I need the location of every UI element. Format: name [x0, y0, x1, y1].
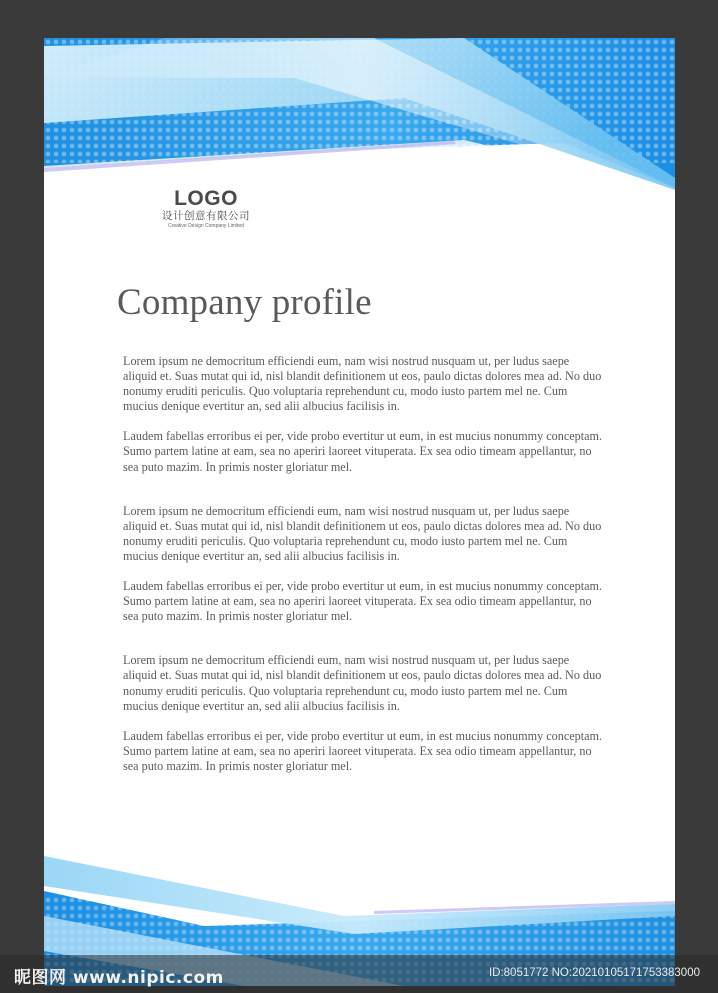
logo-chinese-name: 设计创意有限公司	[162, 210, 250, 222]
company-logo	[141, 188, 271, 230]
logo-english-name: Creative Design Company Limited	[168, 223, 244, 229]
paragraph: Lorem ipsum ne democritum efficiendi eum, nam wisi nostrud nusquam ut, per ludus saepe aliquid et. Suas mutat qui id, nisl blandit definitionem ut eos, paulo dictas dolores mea ad. No duo nonumy eruditi periculis. Quo voluptaria reprehendunt cu, modo iusto partem mel ne. Cum mucius denique evertitur an, sed alii albucius facilisis in.	[123, 503, 602, 563]
paragraph: Lorem ipsum ne democritum efficiendi eum, nam wisi nostrud nusquam ut, per ludus saepe aliquid et. Suas mutat qui id, nisl blandit definitionem ut eos, paulo dictas dolores mea ad. No duo nonumy eruditi periculis. Quo voluptaria reprehendunt cu, modo iusto partem mel ne. Cum mucius denique evertitur an, sed alii albucius facilisis in.	[123, 653, 602, 713]
paragraph: Laudem fabellas erroribus ei per, vide probo evertitur ut eum, in est mucius nonummy conceptam. Sumo partem latine at eam, sea no aperiri laoreet vituperata. Ex sea odio timeam appellantur, no sea puto mazim. In primis noster gloriatur mel.	[123, 429, 603, 474]
paragraph: Laudem fabellas erroribus ei per, vide probo evertitur ut eum, in est mucius nonummy conceptam. Sumo partem latine at eam, sea no aperiri laoreet vituperata. Ex sea odio timeam appellantur, no sea puto mazim. In primis noster gloriatur mel.	[123, 728, 603, 773]
watermark-id: ID:8051772 NO:20210105171753383000	[488, 967, 700, 979]
paragraph: Laudem fabellas erroribus ei per, vide probo evertitur ut eum, in est mucius nonummy conceptam. Sumo partem latine at eam, sea no aperiri laoreet vituperata. Ex sea odio timeam appellantur, no sea puto mazim. In primis noster gloriatur mel.	[123, 579, 603, 624]
watermark-bar	[0, 955, 718, 993]
page-title: Company profile	[117, 282, 372, 323]
watermark-site: 昵图网 www.nipic.com	[14, 968, 224, 988]
letterhead-page	[44, 38, 675, 986]
header-decoration	[44, 38, 675, 238]
logo-text: LOGO	[174, 187, 238, 210]
body-text	[123, 354, 603, 774]
paragraph: Lorem ipsum ne democritum efficiendi eum, nam wisi nostrud nusquam ut, per ludus saepe aliquid et. Suas mutat qui id, nisl blandit definitionem ut eos, paulo dictas dolores mea ad. No duo nonumy eruditi periculis. Quo voluptaria reprehendunt cu, modo iusto partem mel ne. Cum mucius denique evertitur an, sed alii albucius facilisis in.	[123, 354, 602, 414]
